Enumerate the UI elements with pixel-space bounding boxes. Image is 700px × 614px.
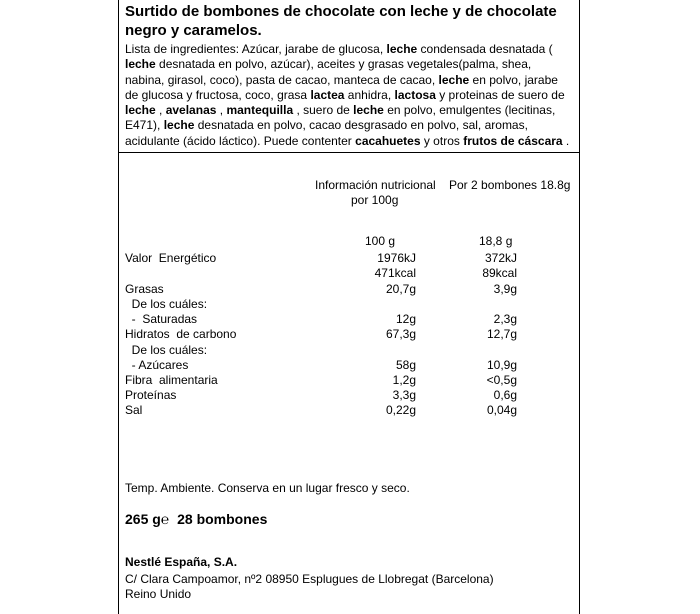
nutrient-value-per100: 58g: [395, 358, 416, 372]
nutrient-value-per-serving: 10,9g: [486, 358, 517, 372]
nutrient-value-per100: 0,22g: [385, 403, 416, 417]
nutrition-header-per-serving: Por 2 bombones 18.8g: [449, 178, 571, 192]
allergen-text: lactosa: [394, 87, 436, 102]
company-country: Reino Unido: [125, 587, 192, 601]
product-title: Surtido de bombones de chocolate con leche y de chocolate negro y caramelos.: [125, 3, 557, 39]
nutrient-value-per100: 1976kJ: [377, 251, 416, 265]
company-name: Nestlé España, S.A.: [125, 555, 238, 569]
ingredient-text: ,: [155, 103, 166, 118]
ingredient-text: y proteinas de suero de: [435, 87, 565, 102]
allergen-text: leche: [163, 118, 195, 133]
allergen-text: cacahuetes: [355, 133, 421, 148]
nutrient-label: - Saturadas: [125, 312, 198, 326]
nutrient-value-per-serving: 0,6g: [493, 388, 517, 402]
nutrient-label: Hidratos de carbono: [125, 327, 237, 341]
nutrient-value-per100: 67,3g: [385, 327, 416, 341]
nutrient-label: Fibra alimentaria: [125, 373, 218, 387]
nutrient-value-per-serving: 372kJ: [484, 251, 517, 265]
allergen-text: leche: [438, 72, 470, 87]
ingredient-text: desnatada en polvo, cacao desgrasado en polvo, sal, aromas, acidulante (ácido láctico). Puede contenter: [125, 118, 528, 148]
nutrient-value-per100: 20,7g: [385, 282, 416, 296]
nutrition-header-per100: Información nutricional: [315, 178, 436, 192]
ingredient-text: , suero de: [293, 103, 354, 118]
net-weight: [125, 511, 267, 527]
nutrient-value-per-serving: 12,7g: [486, 327, 517, 341]
unit-col2: 18,8 g: [479, 234, 513, 248]
nutrient-label: Proteínas: [125, 388, 177, 402]
nutrient-value-per100: 471kcal: [374, 266, 416, 280]
weight-value: 265 g: [125, 511, 161, 527]
nutrient-value-per100: 12g: [395, 312, 416, 326]
nutrient-value-per100: 3,3g: [392, 388, 416, 402]
ingredient-text: y otros: [420, 133, 464, 148]
nutrient-label: Valor Energético: [125, 251, 217, 265]
nutrient-value-per-serving: 3,9g: [493, 282, 517, 296]
allergen-text: mantequilla: [226, 103, 294, 118]
nutrient-value-per-serving: 89kcal: [482, 266, 517, 280]
ingredient-text: anhidra,: [344, 87, 395, 102]
nutrition-header-per100-b: por 100g: [351, 193, 399, 207]
allergen-text: frutos de cáscara: [463, 133, 563, 148]
ingredient-text: condensada desnatada (: [417, 42, 553, 56]
ingredient-text: en polvo, emulgentes (lecitinas, E471),: [125, 103, 556, 133]
bonbon-count: 28 bombones: [177, 511, 268, 527]
ingredient-text: .: [562, 133, 570, 148]
allergen-text: leche: [386, 42, 418, 56]
allergen-text: avelanas: [165, 103, 217, 118]
allergen-text: leche: [125, 57, 156, 72]
nutrient-value-per-serving: 0,04g: [486, 403, 517, 417]
nutrient-label: Grasas: [125, 282, 164, 296]
ingredient-text: en polvo, jarabe de glucosa y fructosa, coco, grasa: [125, 72, 558, 102]
allergen-text: leche: [353, 103, 384, 118]
allergen-text: leche: [125, 103, 156, 118]
ingredient-text: desnatada en polvo, azúcar), aceites y grasas vegetales(palma, shea, nabina, girasol, coco), pasta de cacao, manteca de cacao,: [125, 57, 532, 87]
ingredient-text: Lista de ingredientes: Azúcar, jarabe de glucosa,: [125, 42, 387, 56]
ingredients-list: [125, 42, 573, 149]
unit-col1: 100 g: [365, 234, 396, 248]
estimated-sign-icon: ℮: [160, 511, 170, 527]
nutrient-label: De los cuáles:: [125, 297, 208, 311]
nutrient-label: - Azúcares: [125, 358, 189, 372]
allergen-text: lactea: [310, 87, 345, 102]
nutrient-value-per-serving: <0,5g: [486, 373, 517, 387]
ingredient-text: ,: [216, 103, 227, 118]
nutrient-value-per100: 1,2g: [392, 373, 416, 387]
company-address: C/ Clara Campoamor, nº2 08950 Esplugues de Llobregat (Barcelona): [125, 572, 494, 586]
nutrient-value-per-serving: 2,3g: [493, 312, 517, 326]
nutrient-label: De los cuáles:: [125, 343, 208, 357]
nutrient-label: Sal: [125, 403, 143, 417]
storage-note: Temp. Ambiente. Conserva en un lugar fresco y seco.: [125, 481, 410, 495]
